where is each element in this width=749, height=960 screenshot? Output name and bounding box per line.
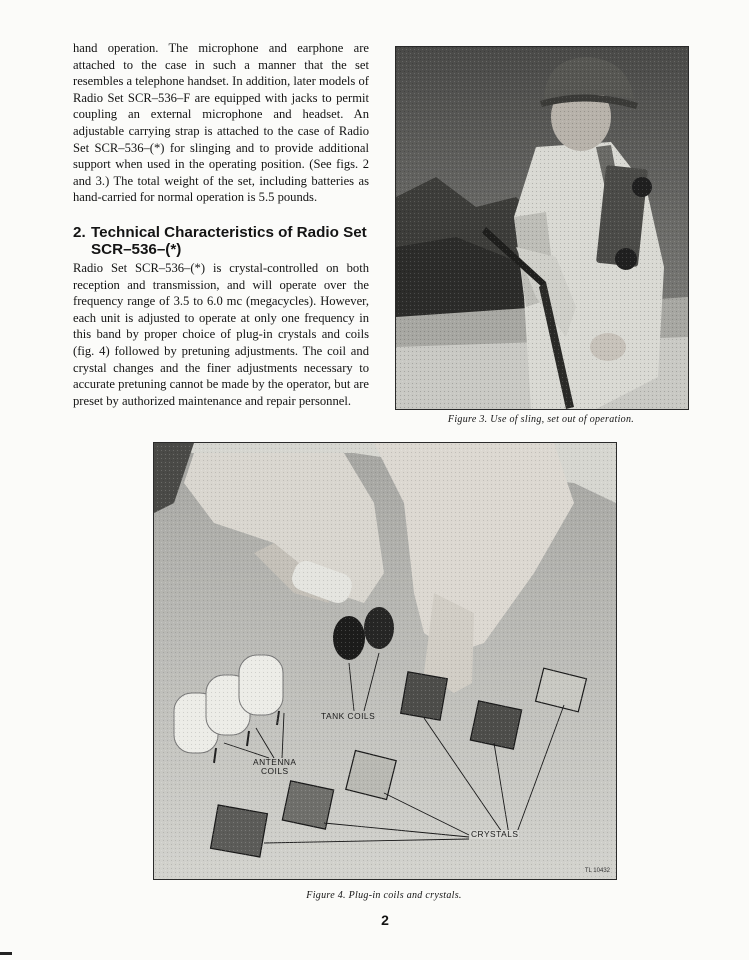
figure-3-photo: [395, 46, 689, 410]
section-number: 2.: [73, 223, 86, 241]
scan-edge-mark: [0, 952, 12, 955]
coils-and-crystals-illustration: [154, 443, 616, 879]
label-crystals: CRYSTALS: [471, 829, 519, 839]
paragraph-technical: Radio Set SCR–536–(*) is crystal-controlled on both reception and transmission, and will operate over the frequency range of 3.5 to 6.0 mc (megacycles). However, each unit is adjusted to operate at only one frequency in this band by proper choice of plug-in crystals and coils (fig. 4) followed by pretuning adjustments. The coil and crystal changes and the finer adjustments necessary to accurate pretuning cannot be made by the operator, but are preset by authorized maintenance and repair personnel.: [73, 260, 369, 408]
soldier-with-radio-illustration: [396, 47, 688, 409]
label-tank-coils: TANK COILS: [321, 711, 376, 721]
section-heading: [73, 224, 369, 258]
photo-serial-number: TL 10432: [584, 868, 610, 874]
label-antenna-line2: COILS: [260, 766, 289, 776]
section-title-line2: SCR–536–(*): [91, 240, 182, 258]
page-number: 2: [381, 912, 389, 928]
figure-4-photo: [153, 442, 617, 880]
figure-3-caption: Figure 3. Use of sling, set out of operation.: [447, 414, 635, 425]
label-antenna-line1: ANTENNA: [253, 757, 297, 767]
paragraph-intro: hand operation. The microphone and earphone are attached to the case in such a manner that the set resembles a telephone handset. In addition, later models of Radio Set SCR–536–F are equipped with jacks to permit coupling an external microphone and headset. An adjustable carrying strap is attached to the case of Radio Set SCR–536–(*) for slinging and to provide additional support when used in the operating position. (See figs. 2 and 3.) The total weight of the set, including batteries as hand-carried for normal operation is 5.5 pounds.: [73, 41, 369, 205]
label-antenna-coils: [253, 758, 297, 776]
figure-4-caption: Figure 4. Plug-in coils and crystals.: [306, 890, 462, 901]
body-text-column: [73, 40, 369, 409]
section-title-line1: Technical Characteristics of Radio Set: [91, 223, 367, 241]
